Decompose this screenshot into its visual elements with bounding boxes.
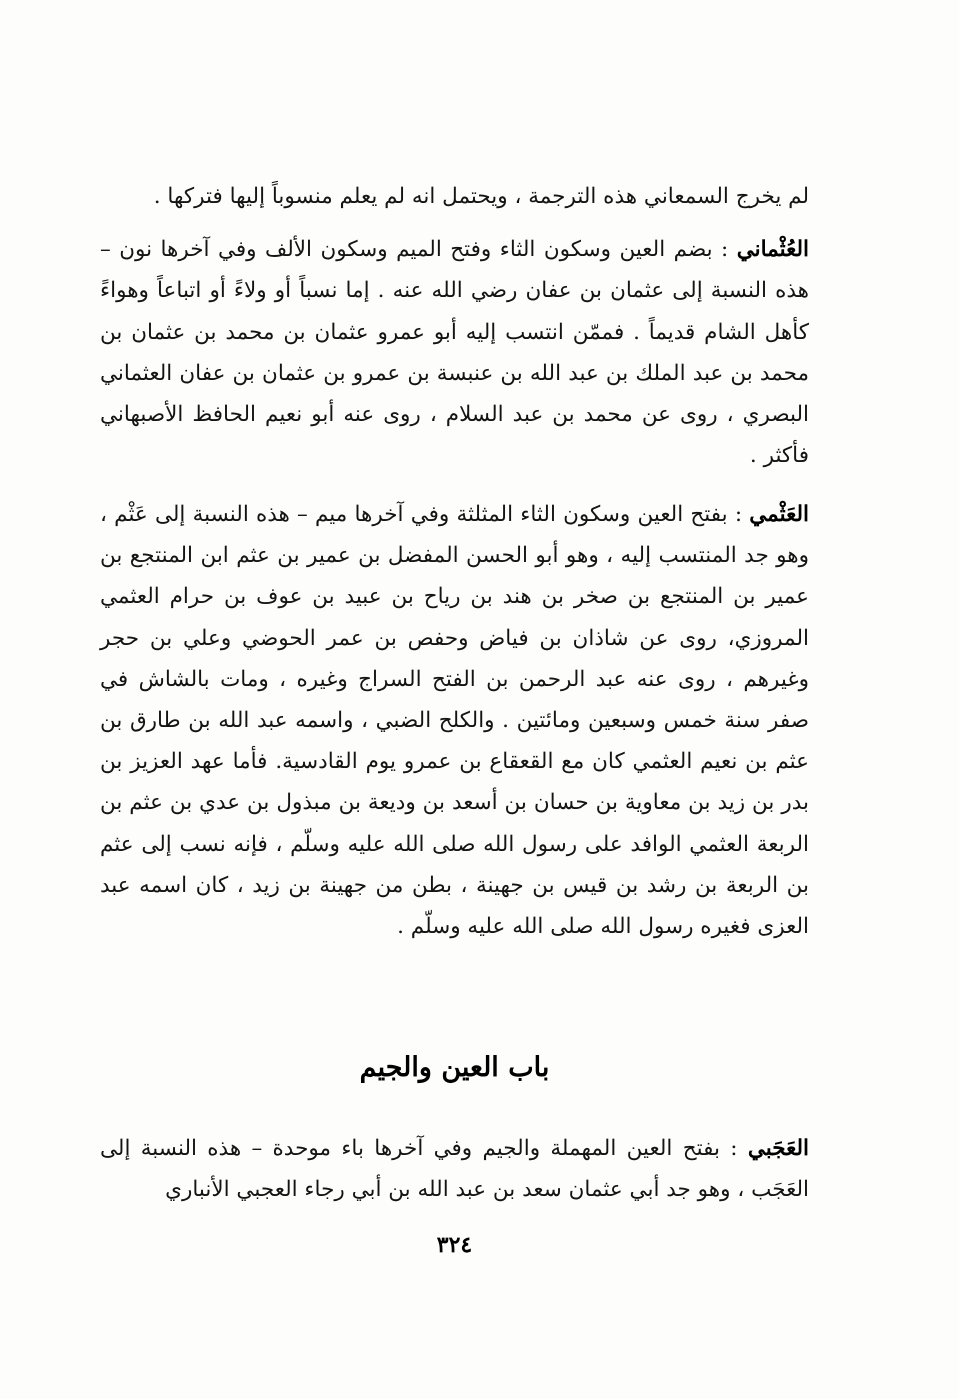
entry-al-uthmani	[100, 229, 809, 476]
text-block-bottom	[100, 1128, 809, 1210]
intro-line: لم يخرج السمعاني هذه الترجمة ، ويحتمل انه لم يعلم منسوباً إليها فتركها .	[153, 184, 809, 209]
entry-text: بفتح العين المهملة والجيم وفي آخرها باء موحدة – هذه النسبة إلى العَجَب ، وهو جد أبي عثمان سعد بن عبد الله بن أبي رجاء العجبي الأنباري	[100, 1136, 809, 1203]
entry-headword: العَثْمي	[749, 502, 809, 527]
entry-headword: العُثْماني	[736, 237, 809, 263]
entry-text: بضم العين وسكون الثاء وفتح الميم وسكون الألف وفي آخرها نون – هذه النسبة إلى عثمان بن عفان رضي الله عنه . إما نسباً أو ولاءً أو اتباعاً وهواءً كأهل الشام قديماً . فممّن انتسب إليه أبو عمرو عثمان بن محمد بن عثمان بن محمد بن عبد الملك بن عبد الله بن عنبسة بن عمرو بن عثمان بن عفان العثماني البصري ، روى عن محمد بن عبد السلام ، روى عنه أبو نعيم الحافظ الأصبهاني فأكثر .	[100, 237, 809, 469]
page-number: ٣٢٤	[436, 1232, 473, 1258]
section-heading: باب العين والجيم	[359, 1052, 550, 1083]
entry-separator: :	[727, 502, 750, 527]
text-block-middle	[100, 494, 809, 947]
entry-separator: :	[712, 237, 737, 263]
intro-paragraph	[100, 176, 809, 217]
text-block-top	[100, 176, 809, 476]
entry-separator: :	[719, 1136, 748, 1161]
entry-al-athmi	[100, 494, 809, 947]
entry-text: بفتح العين وسكون الثاء المثلثة وفي آخرها ميم – هذه النسبة إلى عَثْم ، وهو جد المنتسب إليه ، وهو أبو الحسن المفضل بن عمير بن عثم ابن المنتجع بن عمير بن المنتجع بن صخر بن هند بن رياح بن عبيد بن عوف بن حرام العثمي المروزي، روى عن شاذان بن فياض وحفص بن عمر الحوضي وعلي بن حجر وغيرهم ، روى عنه عبد الرحمن بن الفتح السراج وغيره ، ومات بالشاش في صفر سنة خمس وسبعين ومائتين . والكلح الضبي ، واسمه عبد الله بن طارق بن عثم بن نعيم العثمي كان مع القعقاع بن عمرو يوم القادسية. فأما عهد العزيز بن بدر بن زيد بن معاوية بن حسان بن أسعد بن وديعة بن مبذول بن عدي بن عثم بن الربعة العثمي الوافد على رسول الله صلى الله عليه وسلّم ، فإنه نسب إلى عثم بن الربعة بن رشد بن قيس بن جهينة ، بطن من جهينة بن زيد ، كان اسمه عبد العزى فغيره رسول الله صلى الله عليه وسلّم .	[100, 502, 809, 940]
entry-al-ajabi	[100, 1128, 809, 1210]
entry-headword: العَجَبي	[747, 1136, 809, 1161]
